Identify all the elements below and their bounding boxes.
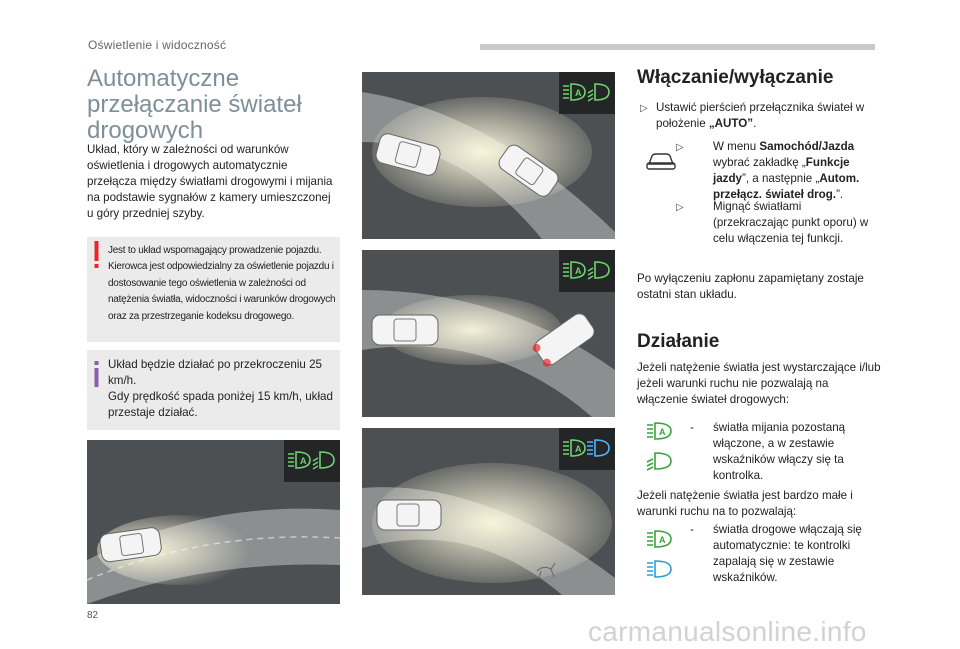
indicator-panel <box>559 428 615 470</box>
step-1-text <box>656 100 880 132</box>
page-number: 82 <box>87 610 99 621</box>
operation-item-2 <box>690 522 870 586</box>
step-2-menu: Samochód/Jazda <box>759 140 855 153</box>
bullet-arrow-icon: ▷ <box>676 202 684 213</box>
exclamation-icon <box>94 241 99 269</box>
indicator-panel <box>559 250 615 292</box>
step-2-tab: Funkcje jazdy <box>713 156 850 185</box>
illustration-high-beam-road <box>362 72 615 239</box>
step-1-post: . <box>753 117 757 130</box>
indicator-panel <box>284 440 340 482</box>
auto-high-beam-icon <box>563 262 585 278</box>
auto-high-beam-icon <box>647 423 671 439</box>
low-beam-icon <box>313 452 334 469</box>
car-shape <box>377 500 441 530</box>
memory-note: Po wyłączeniu zapłonu zapamiętany zostaje ostatni stan układu. <box>637 272 864 301</box>
operation-item-1-text: światła mijania pozostaną włączone, a w zestawie wskaźników włączy się ta kontrolka. <box>713 421 846 482</box>
step-3 <box>676 199 876 247</box>
svg-text:A: A <box>575 266 582 276</box>
info-line-1: Układ będzie działać po przekroczeniu 25 km/h. <box>108 358 322 387</box>
high-beam-icon <box>587 440 609 456</box>
heading-operation: Działanie <box>637 331 720 352</box>
heading-on-off: Włączanie/wyłączanie <box>637 67 834 88</box>
bullet-arrow-icon: ▷ <box>640 103 648 114</box>
svg-text:A: A <box>575 88 582 98</box>
info-text <box>108 357 333 421</box>
step-2-mid2: ”, a następnie „ <box>742 172 820 185</box>
step-2 <box>676 139 876 203</box>
bullet-arrow-icon: ▷ <box>676 142 684 153</box>
illustration-high-beam-on <box>362 428 615 595</box>
svg-text:A: A <box>659 427 666 437</box>
dash-marker: - <box>690 421 694 434</box>
low-beam-icon <box>588 262 609 279</box>
low-beam-icon <box>647 453 671 470</box>
intro-paragraph: Układ, który w zależności od warunków oświetlenia i drogowych automatycznie przełącza między światłami drogowymi i mijania na podstawie sygnałów z kamery umieszczonej u góry przedniej szyby. <box>87 143 333 220</box>
indicator-lamps-low <box>645 422 677 472</box>
step-1-bold: „AUTO” <box>708 117 754 130</box>
page-title: Automatyczne przełączanie świateł drogowych <box>87 65 302 144</box>
auto-high-beam-icon <box>288 452 310 468</box>
auto-high-beam-icon <box>563 84 585 100</box>
car-shape <box>372 315 438 345</box>
warning-text: Jest to układ wspomagający prowadzenie pojazdu. Kierowca jest odpowiedzialny za oświetlenie pojazdu i dostosowanie tego oświetlenia w zależności od natężenia światła, widoczności i warunków drogowych oraz za przestrzeganie kodeksu drogowego. <box>108 245 336 322</box>
section-header: Oświetlenie i widoczność <box>88 38 227 52</box>
header-divider <box>480 44 875 50</box>
operation-para-1: Jeżeli natężenie światła jest wystarczające i/lub jeżeli warunki ruchu nie pozwalają na włączenie świateł drogowych: <box>637 361 881 406</box>
info-icon <box>94 361 99 387</box>
illustration-oncoming-traffic <box>362 250 615 417</box>
operation-item-2-text: światła drogowe włączają się automatycznie: te kontrolki zapalają się w zestawie wskaźników. <box>713 523 862 584</box>
svg-text:A: A <box>575 444 582 454</box>
step-1-pre: Ustawić pierścień przełącznika świateł w położenie <box>656 101 865 130</box>
car-settings-icon <box>645 148 677 172</box>
auto-high-beam-icon <box>563 440 585 456</box>
step-2-option: Autom. przełącz. świateł drog. <box>713 172 860 201</box>
step-2-pre: W menu <box>713 140 760 153</box>
high-beam-icon <box>647 561 671 577</box>
step-3-text: Mignąć światłami (przekraczając punkt oporu) w celu włączenia tej funkcji. <box>713 200 869 245</box>
step-2-post: ”. <box>836 188 844 201</box>
svg-text:A: A <box>659 535 666 545</box>
illustration-low-beam-car <box>87 440 340 604</box>
watermark: carmanualsonline.info <box>588 616 867 647</box>
dash-marker: - <box>690 523 694 536</box>
indicator-lamps-high <box>645 530 677 580</box>
indicator-panel <box>559 72 615 114</box>
low-beam-icon <box>588 84 609 101</box>
operation-item-1 <box>690 420 870 484</box>
step-1 <box>640 100 880 132</box>
step-2-mid1: wybrać zakładkę „ <box>713 156 806 169</box>
step-2-text <box>713 139 876 203</box>
svg-text:A: A <box>300 456 307 466</box>
info-line-2: Gdy prędkość spada poniżej 15 km/h, układ przestaje działać. <box>108 390 333 419</box>
operation-para-2: Jeżeli natężenie światła jest bardzo małe i warunki ruchu na to pozwalają: <box>637 489 853 518</box>
auto-high-beam-icon <box>647 531 671 547</box>
